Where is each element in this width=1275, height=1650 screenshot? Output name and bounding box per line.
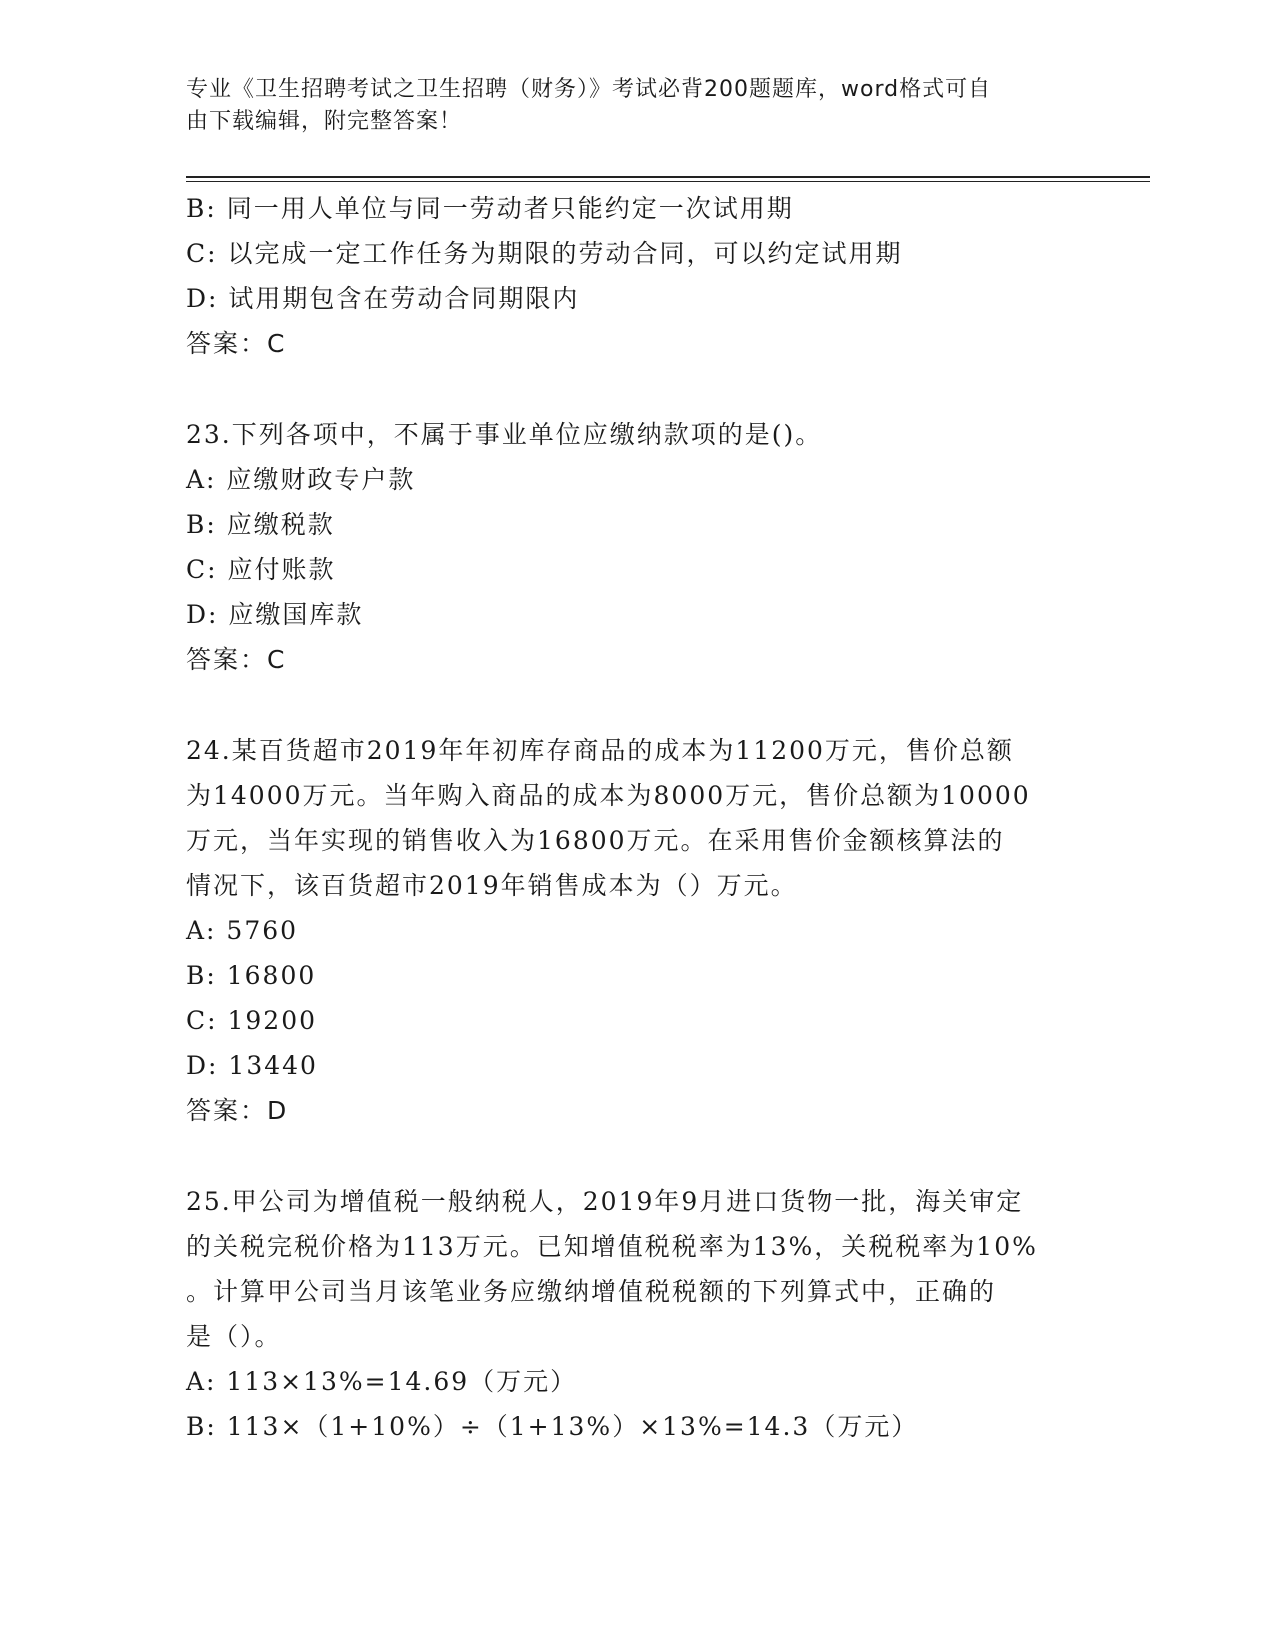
spacer [186,1133,1086,1179]
option-c: C: 19200 [186,1006,318,1035]
option-d: D: 13440 [186,1051,318,1080]
question-stem-line-4: 是（）。 [186,1322,282,1351]
option-c: C: 以完成一定工作任务为期限的劳动合同，可以约定试用期 [186,239,903,268]
option-b: B: 同一用人单位与同一劳动者只能约定一次试用期 [186,194,794,223]
header-line-2: 由下载编辑，附完整答案！ [186,109,463,134]
answer: 答案：D [186,1096,289,1125]
question-stem-line-3: 万元，当年实现的销售收入为16800万元。在采用售价金额核算法的 [186,826,1005,855]
question-stem-line-1: 25.甲公司为增值税一般纳税人，2019年9月进口货物一批，海关审定 [186,1187,1024,1216]
option-b: B: 113×（1+10%）÷（1+13%）×13%=14.3（万元） [186,1412,919,1441]
spacer [186,682,1086,728]
option-d: D: 试用期包含在劳动合同期限内 [186,284,580,313]
option-a: A: 113×13%=14.69（万元） [186,1367,578,1396]
question-stem-line-3: 。计算甲公司当月该笔业务应缴纳增值税税额的下列算式中，正确的 [186,1277,997,1306]
option-a: A: 应缴财政专户款 [186,465,416,494]
question-stem: 23.下列各项中，不属于事业单位应缴纳款项的是()。 [186,420,823,449]
question-stem-line-2: 为14000万元。当年购入商品的成本为8000万元，售价总额为10000 [186,781,1031,810]
question-25 [186,1179,1086,1449]
spacer [186,366,1086,412]
option-b: B: 16800 [186,961,317,990]
question-22-tail [186,186,1086,366]
question-24 [186,728,1086,1133]
question-content [186,186,1086,1449]
option-c: C: 应付账款 [186,555,336,584]
document-header [186,74,1066,138]
question-stem-line-1: 24.某百货超市2019年年初库存商品的成本为11200万元，售价总额 [186,736,1014,765]
header-line-1: 专业《卫生招聘考试之卫生招聘（财务）》考试必背200题题库，word格式可自 [186,77,992,102]
answer: 答案：C [186,329,287,358]
option-d: D: 应缴国库款 [186,600,364,629]
header-rule-thin [186,181,1150,182]
question-stem-line-2: 的关税完税价格为113万元。已知增值税税率为13%，关税税率为10% [186,1232,1038,1261]
option-a: A: 5760 [186,916,299,945]
header-rule-thick [186,176,1150,178]
option-b: B: 应缴税款 [186,510,335,539]
answer: 答案：C [186,645,287,674]
question-stem-line-4: 情况下，该百货超市2019年销售成本为（）万元。 [186,871,798,900]
question-23 [186,412,1086,682]
